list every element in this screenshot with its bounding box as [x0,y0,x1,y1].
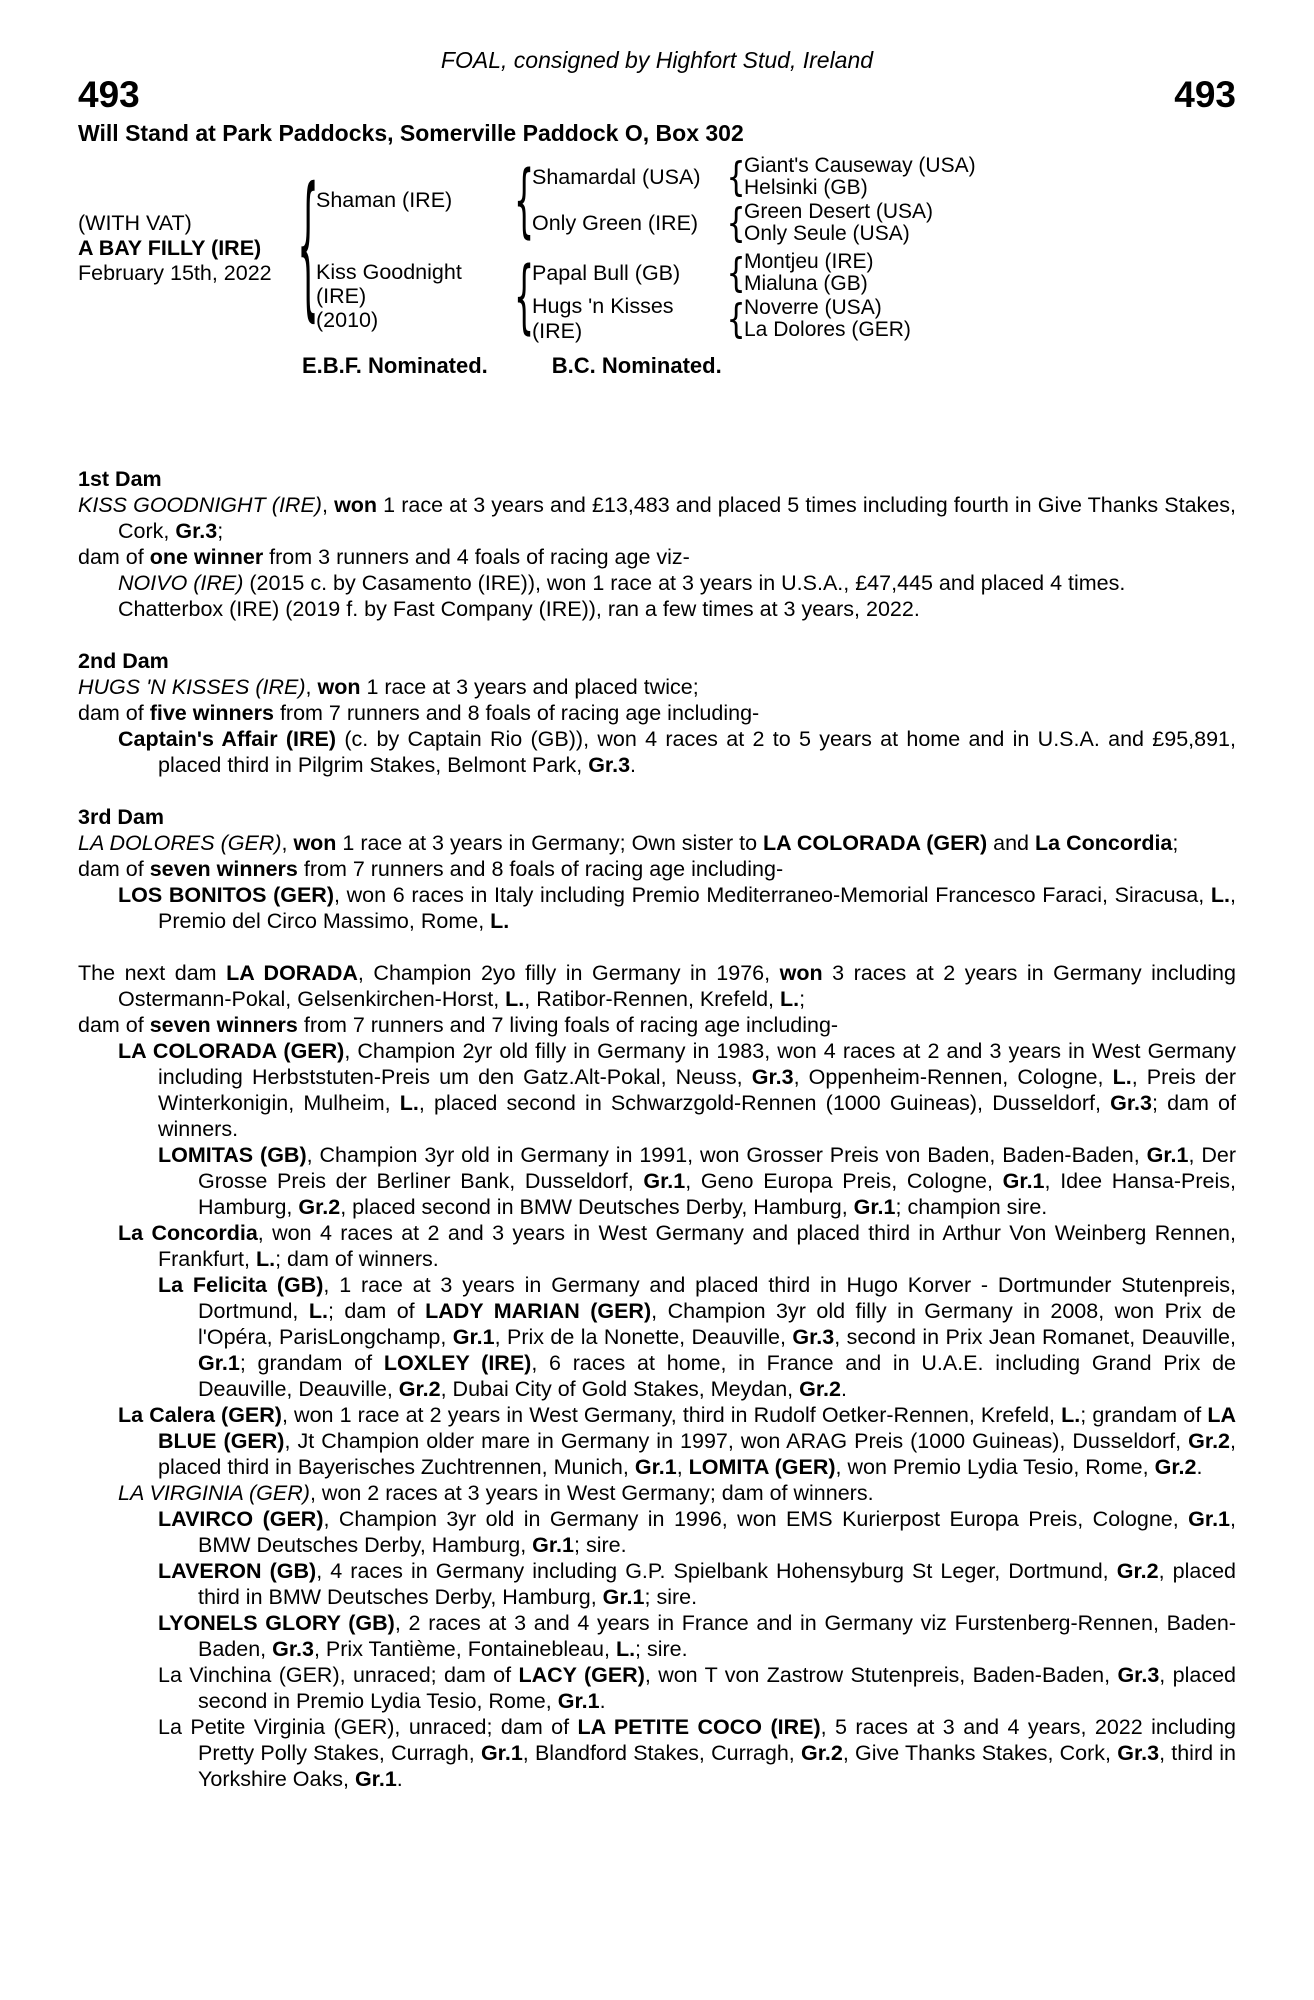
dam-branch [316,250,976,342]
first-dam-section [78,466,1236,622]
second-dam-heading: 2nd Dam [78,649,169,673]
sire-dam-dam-name: Only Seule (USA) [744,222,910,245]
mare-entry-hugs-n-kisses: HUGS 'N KISSES (IRE), won 1 race at 3 years and placed twice; [78,675,699,699]
produce-entry-la-vinchina: La Vinchina (GER), unraced; dam of LACY (GER), won T von Zastrow Stutenpreis, Baden-Baden, Gr.3, placed second in Premio Lydia Tesio, Rome, Gr.1. [158,1663,1236,1713]
sire-sire-dam-name: Helsinki (GB) [744,176,868,199]
dam-sire-sire-name: Montjeu (IRE) [744,250,874,273]
sire-branch [316,154,976,246]
dam-sire-dam-name: Mialuna (GB) [744,272,868,295]
sire-sire-name: Shamardal (USA) [532,164,701,189]
dam-grandparents [532,250,911,342]
mare-entry-kiss-goodnight: KISS GOODNIGHT (IRE), won 1 race at 3 years and £13,483 and placed 5 times including fourth in Give Thanks Stakes, Cork, Gr.3; [78,493,1236,543]
produce-entry-la-felicita: La Felicita (GB), 1 race at 3 years in Germany and placed third in Hugo Korver - Dortmunder Stutenpreis, Dortmund, L.; dam of LADY MARIAN (GER), Champion 3yr old filly in Germany in 2008, won Prix de l'Opéra, ParisLongchamp, Gr.1, Prix de la Nonette, Deauville, Gr.3, second in Prix Jean Romanet, Deauville, Gr.1; grandam of LOXLEY (IRE), 6 races at home, in France and in U.A.E. including Grand Prix de Deauville, Deauville, Gr.2, Dubai City of Gold Stakes, Meydan, Gr.2. [158,1273,1237,1401]
produce-entry-la-virginia: LA VIRGINIA (GER), won 2 races at 3 years in West Germany; dam of winners. [118,1481,874,1505]
sire-dam-brace-icon: { [726,199,746,247]
sire-sire-sire-name: Giant's Causeway (USA) [744,154,976,177]
sire-dam-parents [744,201,933,245]
produce-entry-la-petite-virginia: La Petite Virginia (GER), unraced; dam of LA PETITE COCO (IRE), 5 races at 3 and 4 years, 2022 including Pretty Polly Stakes, Curragh, Gr.1, Blandford Stakes, Curragh, Gr.2, Give Thanks Stakes, Cork, Gr.3, third in Yorkshire Oaks, Gr.1. [158,1715,1237,1791]
produce-entry-lomitas: LOMITAS (GB), Champion 3yr old in Germany in 1991, won Grosser Preis von Baden, Baden-Baden, Gr.1, Der Grosse Preis der Berliner Bank, Dusseldorf, Gr.1, Geno Europa Preis, Cologne, Gr.1, Idee Hansa-Preis, Hamburg, Gr.2, placed second in BMW Deutsches Derby, Hamburg, Gr.1; champion sire. [158,1143,1237,1219]
bc-nominated-label: B.C. Nominated. [551,353,722,378]
third-dam-heading: 3rd Dam [78,805,165,829]
dam-dam-sire-name: Noverre (USA) [744,296,882,319]
pedigree-table [78,154,1236,342]
dam-year: (2010) [316,308,379,332]
produce-entry-la-colorada: LA COLORADA (GER), Champion 2yr old filly in Germany in 1983, won 4 races at 2 and 3 years in West Germany including Herbststuten-Preis um den Gatz.Alt-Pokal, Neuss, Gr.3, Oppenheim-Rennen, Cologne, L., Preis der Winterkonigin, Mulheim, L., placed second in Schwarzgold-Rennen (1000 Guineas), Dusseldorf, Gr.3; dam of winners. [118,1039,1236,1141]
pedigree-generation-1 [316,154,976,342]
dam-sire-branch [532,250,911,296]
sire-sire-brace-icon: { [726,153,746,201]
produce-entry-laveron: LAVERON (GB), 4 races in Germany including G.P. Spielbank Hohensyburg St Leger, Dortmund, Gr.2, placed third in BMW Deutsches Derby, Hamburg, Gr.1; sire. [158,1559,1236,1609]
dam-dam-brace-icon: { [726,295,746,343]
sire-sire-parents [744,155,976,199]
produce-entry-captains-affair: Captain's Affair (IRE) (c. by Captain Rio (GB)), won 4 races at 2 to 5 years at home and in U.S.A. and £95,891, placed third in Pilgrim Stakes, Belmont Park, Gr.3. [118,727,1236,777]
sire-dam-name: Only Green (IRE) [532,210,699,235]
dam-name: Kiss Goodnight (IRE) [316,260,462,308]
lot-number-left: 493 [78,74,140,115]
produce-entry-la-concordia: La Concordia, won 4 races at 2 and 3 years in West Germany and placed third in Arthur Von Weinberg Rennen, Frankfurt, L.; dam of winners. [118,1221,1236,1271]
dam-dam-dam-name: La Dolores (GER) [744,318,911,341]
dam-dam-branch [532,296,911,342]
produce-entry-la-calera: La Calera (GER), won 1 race at 2 years in West Germany, third in Rudolf Oetker-Rennen, Krefeld, L.; grandam of LA BLUE (GER), Jt Champion older mare in Germany in 1997, won ARAG Preis (1000 Guineas), Dusseldorf, Gr.2, placed third in Bayerisches Zuchtrennen, Munich, Gr.1, LOMITA (GER), won Premio Lydia Tesio, Rome, Gr.2. [118,1403,1237,1479]
sire-dam-sire-name: Green Desert (USA) [744,200,934,223]
sire-brace-icon: { [513,152,535,248]
foaling-date: February 15th, 2022 [78,260,272,285]
nominations-row [302,352,1236,380]
dam-brace-icon: { [513,248,535,344]
mare-entry-la-dolores: LA DOLORES (GER), won 1 race at 3 years in Germany; Own sister to LA COLORADA (GER) and La Concordia; [78,831,1179,855]
sire-dam-branch [532,200,976,246]
with-vat-note: (WITH VAT) [78,210,192,235]
sire-sire-branch [532,154,976,200]
dam-sire-brace-icon: { [726,249,746,297]
produce-summary-2nd-dam: dam of five winners from 7 runners and 8 foals of racing age including- [78,701,760,725]
produce-entry-lavirco: LAVIRCO (GER), Champion 3yr old in Germany in 1996, won EMS Kurierpost Europa Preis, Cologne, Gr.1, BMW Deutsches Derby, Hamburg, Gr.1; sire. [158,1507,1236,1557]
lot-number-right: 493 [1174,74,1236,115]
third-dam-section [78,804,1236,934]
stand-location-line: Will Stand at Park Paddocks, Somerville Paddock O, Box 302 [78,120,744,146]
ebf-nominated-label: E.B.F. Nominated. [302,353,488,378]
produce-summary-1st-dam: dam of one winner from 3 runners and 4 foals of racing age viz- [78,545,690,569]
subject-name: A BAY FILLY (IRE) [78,235,262,260]
produce-entry-los-bonitos: LOS BONITOS (GER), won 6 races in Italy including Premio Mediterraneo-Memorial Francesco Faraci, Siracusa, L., Premio del Circo Massimo, Rome, L. [118,883,1236,933]
consignor-line: FOAL, consigned by Highfort Stud, Ireland [440,47,874,73]
lot-number-row [78,74,1236,116]
dam-sire-parents [744,251,874,295]
produce-entry-noivo: NOIVO (IRE) (2015 c. by Casamento (IRE)), won 1 race at 3 years in U.S.A., £47,445 and placed 4 times. [118,571,1126,595]
pedigree-subject-block [78,211,300,286]
produce-entry-lyonels-glory: LYONELS GLORY (GB), 2 races at 3 and 4 years in France and in Germany viz Furstenberg-Rennen, Baden-Baden, Gr.3, Prix Tantième, Fontainebleau, L.; sire. [158,1611,1236,1661]
produce-entry-chatterbox: Chatterbox (IRE) (2019 f. by Fast Company (IRE)), ran a few times at 3 years, 2022. [118,597,920,621]
produce-summary-3rd-dam: dam of seven winners from 7 runners and 8 foals of racing age including- [78,857,784,881]
mare-entry-la-dorada: The next dam LA DORADA, Champion 2yo filly in Germany in 1976, won 3 races at 2 years in Germany including Ostermann-Pokal, Gelsenkirchen-Horst, L., Ratibor-Rennen, Krefeld, L.; [78,961,1236,1011]
produce-summary-next-dam: dam of seven winners from 7 runners and 7 living foals of racing age including- [78,1013,839,1037]
sire-grandparents [532,154,976,246]
second-dam-section [78,648,1236,778]
dam-dam-parents [744,297,911,341]
next-dam-section [78,960,1236,1792]
dam-dam-name: Hugs 'n Kisses (IRE) [532,294,674,343]
dam-sire-name: Papal Bull (GB) [532,260,681,285]
sire-name: Shaman (IRE) [316,188,453,212]
dam-name-block [316,260,516,332]
pedigree-root-brace-icon: { [297,156,319,340]
first-dam-heading: 1st Dam [78,467,162,491]
